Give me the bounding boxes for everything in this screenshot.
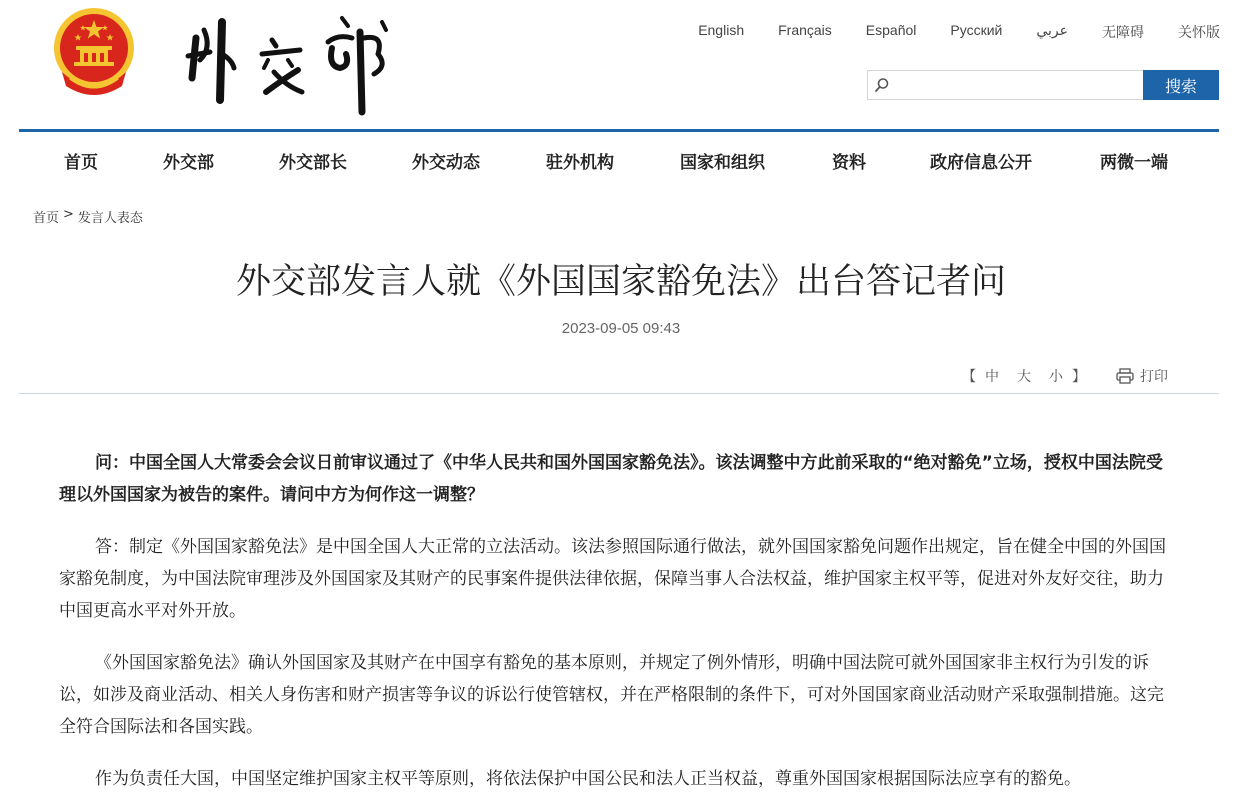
lang-link-arabic[interactable]: عربي <box>1036 22 1068 38</box>
lang-link-spanish[interactable]: Español <box>865 22 917 38</box>
breadcrumb-separator: > <box>63 207 74 222</box>
accessibility-link[interactable]: 无障碍 <box>1102 24 1144 40</box>
search-input[interactable] <box>868 71 1143 99</box>
article-date: 2023-09-05 09:43 <box>561 320 681 337</box>
content-divider <box>19 393 1219 394</box>
nav-item-ministry[interactable]: 外交部 <box>163 153 214 173</box>
nav-item-missions-overseas[interactable]: 驻外机构 <box>546 153 614 173</box>
breadcrumb-section[interactable]: 发言人表态 <box>77 211 143 226</box>
font-size-small-button[interactable]: 小 <box>1049 369 1063 385</box>
lang-link-french[interactable]: Français <box>778 22 832 38</box>
article-body <box>59 447 1179 804</box>
nav-item-countries-organizations[interactable]: 国家和组织 <box>680 153 765 173</box>
nav-item-minister[interactable]: 外交部长 <box>279 153 347 173</box>
search-bar <box>867 70 1219 100</box>
nav-item-social-media[interactable]: 两微一端 <box>1100 153 1168 173</box>
breadcrumb <box>33 207 143 226</box>
article-question: 问：中国全国人大常委会会议日前审议通过了《中华人民共和国外国国家豁免法》。该法调整中方此前采取的“绝对豁免”立场，授权中国法院受理以外国国家为被告的案件。请问中方为何作这一调整？ <box>59 453 1163 505</box>
search-button[interactable]: 搜索 <box>1143 70 1219 100</box>
nav-item-diplomatic-news[interactable]: 外交动态 <box>412 153 480 173</box>
lang-link-russian[interactable]: Русский <box>950 22 1003 38</box>
article-title: 外交部发言人就《外国国家豁免法》出台答记者问 <box>235 262 1006 302</box>
print-button[interactable] <box>1116 366 1168 386</box>
font-size-bracket-close: 】 <box>1072 369 1086 385</box>
language-bar <box>698 22 1220 42</box>
article-paragraph: 《外国国家豁免法》确认外国国家及其财产在中国享有豁免的基本原则，并规定了例外情形，明确中国法院可就外国国家非主权行为引发的诉讼，如涉及商业活动、相关人身伤害和财产损害等争议的诉讼行使管辖权，并在严格限制的条件下，可对外国国家商业活动财产采取强制措施。这完全符合国际法和各国实践。 <box>59 653 1164 737</box>
font-size-bracket-open: 【 <box>962 369 976 385</box>
font-size-large-button[interactable]: 大 <box>1017 369 1031 385</box>
article-paragraph: 作为负责任大国，中国坚定维护国家主权平等原则，将依法保护中国公民和法人正当权益，尊重外国国家根据国际法应享有的豁免。 <box>95 769 1081 789</box>
nav-item-home[interactable]: 首页 <box>64 153 98 173</box>
breadcrumb-home[interactable]: 首页 <box>33 211 60 226</box>
article-paragraph: 答：制定《外国国家豁免法》是中国全国人大正常的立法活动。该法参照国际通行做法，就外国国家豁免问题作出规定，旨在健全中国的外国国家豁免制度，为中国法院审理涉及外国国家及其财产的民事案件提供法律依据，保障当事人合法权益，维护国家主权平等，促进对外友好交往，助力中国更高水平对外开放。 <box>59 537 1166 621</box>
site-header <box>0 0 1242 132</box>
elder-care-mode-link[interactable]: 关怀版 <box>1178 24 1220 40</box>
article-tools <box>962 366 1168 386</box>
nav-item-resources[interactable]: 资料 <box>832 153 866 173</box>
nav-item-gov-info-disclosure[interactable]: 政府信息公开 <box>930 153 1032 173</box>
national-emblem-icon[interactable] <box>52 6 136 96</box>
print-label: 打印 <box>1140 369 1168 385</box>
ministry-calligraphy-logo[interactable] <box>182 8 412 120</box>
search-icon <box>874 77 890 93</box>
lang-link-english[interactable]: English <box>698 22 745 38</box>
main-nav <box>0 132 1242 184</box>
search-field-wrapper <box>867 70 1143 100</box>
font-size-medium-button[interactable]: 中 <box>985 369 999 385</box>
printer-icon <box>1116 368 1134 384</box>
